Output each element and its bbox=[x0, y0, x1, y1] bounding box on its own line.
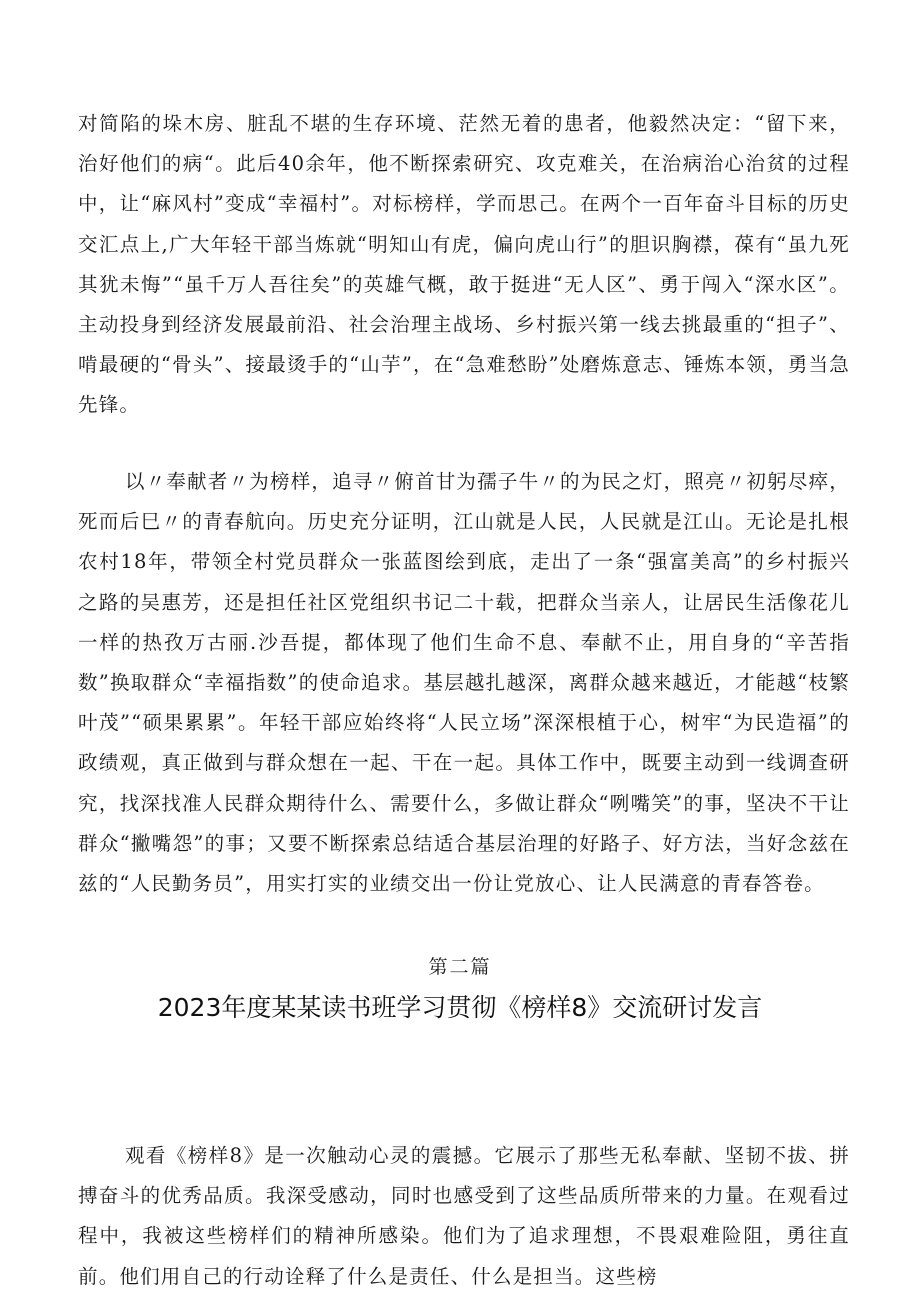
body-paragraph-3: 观看《榜样8》是一次触动心灵的震撼。它展示了那些无私奉献、坚韧不拔、拼搏奋斗的优秀品质。我深受感动，同时也感受到了这些品质所带来的力量。在观看过程中，我被这些榜样们的精神所感染。他们为了追求理想，不畏艰难险阻，勇往直前。他们用自己的行动诠释了什么是责任、什么是担当。这些榜 bbox=[78, 1144, 850, 1288]
section-label: 第二篇 bbox=[428, 956, 492, 978]
document-title: 2023年度某某读书班学习贯彻《榜样8》交流研讨发言 bbox=[157, 993, 763, 1022]
body-paragraph-1: 对简陷的垛木房、脏乱不堪的生存环境、茫然无着的患者，他毅然决定：“留下来，治好他们的病“。此后40余年，他不断探索研究、攻克难关，在治病治心治贫的过程中，让“麻风村”变成“幸福村”。对标榜样，学而思己。在两个一百年奋斗目标的历史交汇点上,广大年轻干部当炼就“明知山有虎，偏向虎山行”的胆识胸襟，葆有“虽九死其犹未悔”“虽千万人吾往矣”的英雄气概，敢于挺进“无人区”、勇于闯入“深水区”。主动投身到经济发展最前沿、社会治理主战场、乡村振兴第一线去挑最重的“担子”、啃最硬的“骨头”、接最烫手的“山芋”，在“急难愁盼”处磨炼意志、锤炼本领，勇当急先锋。 bbox=[78, 112, 850, 417]
body-paragraph-2: 以〃奉献者〃为榜样，追寻〃俯首甘为孺子牛〃的为民之灯，照亮〃初躬尽瘁，死而后巳〃的青春航向。历史充分证明，江山就是人民，人民就是江山。无论是扎根农村18年，带领全村党员群众一张蓝图绘到底，走出了一条“强富美高”的乡村振兴之路的吴惠芳，还是担任社区党组织书记二十载，把群众当亲人，让居民生活像花儿一样的热孜万古丽.沙吾提，都体现了他们生命不息、奉献不止，用自身的“辛苦指数”换取群众“幸福指数”的使命追求。基层越扎越深，离群众越来越近，才能越“枝繁叶茂”“硕果累累”。年轻干部应始终将“人民立场”深深根植于心，树牢“为民造福”的政绩观，真正做到与群众想在一起、干在一起。具体工作中，既要主动到一线调查研究，找深找准人民群众期待什么、需要什么，多做让群众“咧嘴笑”的事，坚决不干让群众“撇嘴怨”的事；又要不断探索总结适合基层治理的好路子、好方法，当好念兹在兹的“人民勤务员”，用实打实的业绩交出一份让党放心、让人民满意的青春答卷。 bbox=[78, 470, 850, 896]
